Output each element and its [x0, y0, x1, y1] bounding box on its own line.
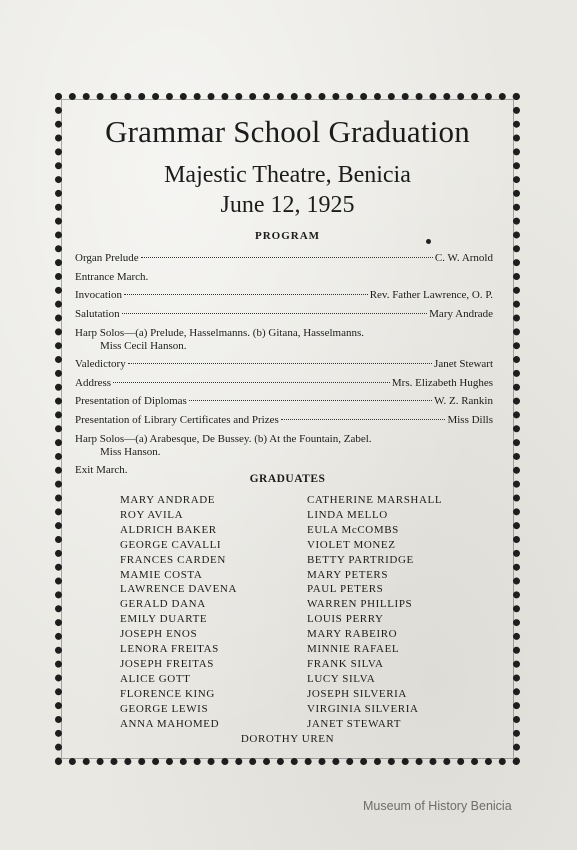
graduate-name: EULA McCOMBS	[307, 523, 399, 536]
program-item-performer: Mrs. Elizabeth Hughes	[391, 376, 493, 389]
program-item	[75, 268, 493, 287]
program-item-name: Exit March.	[75, 463, 128, 476]
graduates-column-left	[120, 493, 237, 732]
graduate-name: ALICE GOTT	[120, 672, 191, 685]
graduate-name: JOSEPH FREITAS	[120, 657, 215, 670]
graduate-name: LAWRENCE DAVENA	[120, 583, 237, 596]
dot-leader	[124, 294, 368, 295]
graduate-name: BETTY PARTRIDGE	[307, 553, 414, 566]
program-item-performer: C. W. Arnold	[434, 252, 493, 264]
program-item-name: Address	[75, 376, 112, 389]
program-item-name: Organ Prelude	[75, 252, 139, 264]
program-item	[75, 392, 493, 411]
program-list	[75, 249, 493, 479]
program-item-name: Valedictory	[75, 357, 126, 370]
program-item-performer: Rev. Father Lawrence, O. P.	[369, 289, 493, 302]
graduates-column-right	[307, 493, 442, 732]
graduate-name: DOROTHY UREN	[240, 733, 335, 745]
graduate-name: ROY AVILA	[120, 508, 184, 521]
graduate-name: MINNIE RAFAEL	[307, 643, 400, 656]
graduate-name: JOSEPH ENOS	[120, 628, 198, 641]
museum-credit: Museum of History Benicia	[363, 799, 512, 813]
program-item-name: Entrance March.	[75, 270, 149, 283]
program-heading: PROGRAM	[254, 230, 321, 242]
dot-leader	[128, 363, 432, 364]
graduate-name: MARY PETERS	[307, 568, 389, 581]
program-item-performer: Miss Cecil Hanson.	[100, 339, 187, 352]
program-item	[75, 286, 493, 305]
dot-leader	[189, 400, 432, 401]
event-date: June 12, 1925	[220, 192, 355, 218]
page-title: Grammar School Graduation	[105, 114, 470, 149]
graduate-name: MARY RABEIRO	[307, 628, 398, 641]
program-item	[75, 433, 493, 459]
graduates-heading: GRADUATES	[249, 473, 326, 485]
program-item-name: Presentation of Diplomas	[75, 395, 187, 408]
graduate-name: MAMIE COSTA	[120, 568, 203, 581]
dot-leader	[113, 382, 390, 383]
program-item	[75, 305, 493, 324]
graduate-name: LUCY SILVA	[307, 672, 376, 685]
program-item-line: Harp Solos—(a) Arabesque, De Bussey. (b) At the Fountain, Zabel.	[75, 432, 372, 445]
graduate-name: WARREN PHILLIPS	[307, 598, 413, 611]
graduate-name: MARY ANDRADE	[120, 494, 216, 506]
graduate-name: FLORENCE KING	[120, 687, 215, 700]
dot-leader	[281, 419, 446, 420]
program-item-performer: Mary Andrade	[429, 308, 493, 321]
venue-line: Majestic Theatre, Benicia	[164, 162, 411, 188]
program-item-name: Salutation	[75, 308, 120, 321]
graduate-name: LENORA FREITAS	[120, 643, 219, 656]
program-item-name: Presentation of Library Certificates and Prizes	[75, 413, 279, 426]
program-item-performer: W. Z. Rankin	[434, 395, 493, 408]
program-item-line: Harp Solos—(a) Prelude, Hasselmanns. (b) Gitana, Hasselmanns.	[75, 326, 364, 339]
graduate-name: ALDRICH BAKER	[120, 523, 217, 536]
program-item	[75, 374, 493, 393]
graduate-name: FRANCES CARDEN	[120, 553, 226, 566]
program-item	[75, 355, 493, 374]
dot-leader	[141, 257, 433, 258]
graduate-name: LINDA MELLO	[307, 508, 388, 521]
program-item	[75, 411, 493, 430]
graduate-name: FRANK SILVA	[307, 657, 384, 670]
program-item-performer: Miss Hanson.	[100, 445, 161, 458]
graduate-name: ANNA MAHOMED	[120, 717, 220, 730]
graduate-name: JANET STEWART	[307, 717, 402, 730]
graduate-name: CATHERINE MARSHALL	[307, 494, 443, 506]
graduate-name: VIRGINIA SILVERIA	[307, 702, 419, 715]
graduate-name: EMILY DUARTE	[120, 613, 208, 626]
graduate-name: GEORGE CAVALLI	[120, 538, 222, 551]
graduate-name: VIOLET MONEZ	[307, 538, 396, 551]
program-item-performer: Janet Stewart	[434, 357, 493, 370]
graduate-name: JOSEPH SILVERIA	[307, 687, 407, 700]
graduate-name: LOUIS PERRY	[307, 613, 384, 626]
program-item	[75, 327, 493, 353]
graduate-name: PAUL PETERS	[307, 583, 384, 596]
graduate-name: GEORGE LEWIS	[120, 702, 209, 715]
dot-leader	[122, 313, 428, 314]
program-item	[75, 249, 493, 268]
graduate-name: GERALD DANA	[120, 598, 206, 611]
program-item-performer: Miss Dills	[447, 413, 493, 426]
program-item-name: Invocation	[75, 289, 123, 302]
